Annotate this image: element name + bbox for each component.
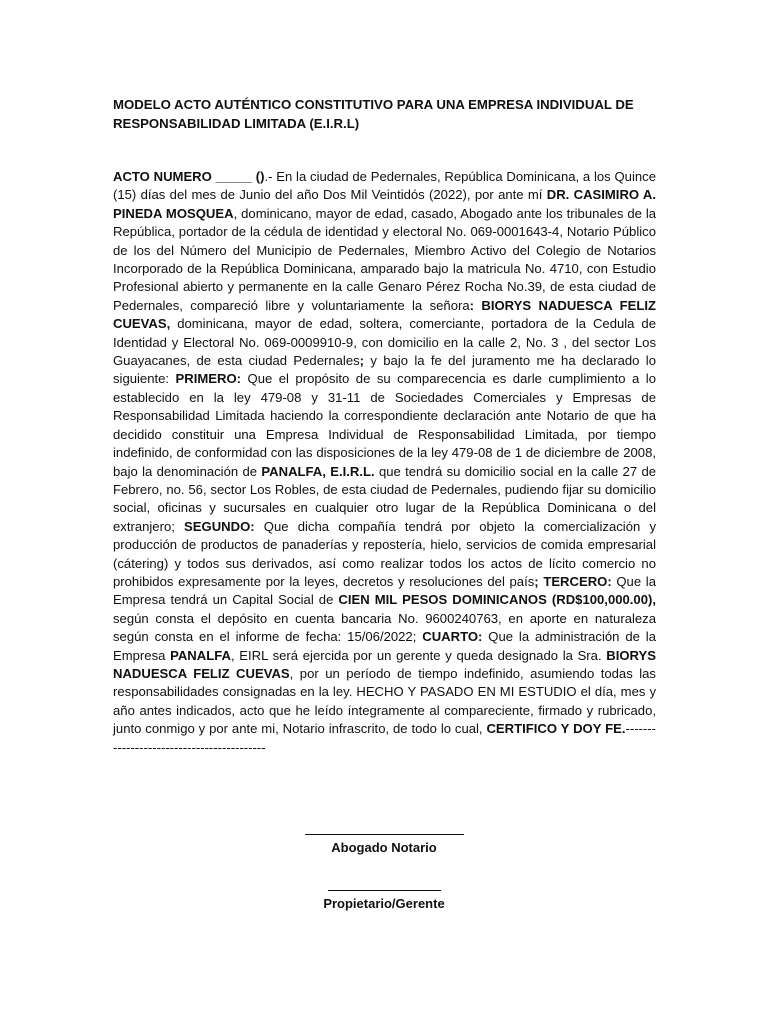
- notary-signature-line: [305, 834, 464, 835]
- body-text-segment: según consta el depósito en cuenta bancaria No. 9600240763, en aporte en naturaleza según consta en el informe de fecha: 15/06/2022;: [113, 610, 656, 645]
- body-text-bold-segment: CUARTO:: [422, 629, 483, 645]
- body-text-bold-segment: ; TERCERO:: [534, 573, 612, 589]
- owner-signature-label: Propietario/Gerente: [323, 896, 445, 911]
- body-text-bold-segment: ;: [359, 353, 365, 369]
- body-text-segment: , dominicano, mayor de edad, casado, Abogado ante los tribunales de la República, portador de la cédula de identidad y electoral No. 069-0001643-4, Notario Público de los del Número del Municipio de Pedernales, Miembro Activo del Colegio de Notarios Incorporado de la República Dominicana, amparado bajo la matricula No. 4710, con Estudio Profesional abierto y permanente en la calle Genaro Pérez Rocha No.39, de esta ciudad de Pedernales, compareció libre y voluntariamente la señora: [113, 205, 657, 313]
- body-text-bold-segment: CERTIFICO Y DOY FE.: [486, 721, 626, 737]
- body-text-bold-segment: SEGUNDO:: [184, 518, 255, 534]
- body-text-bold-segment: PANALFA: [170, 647, 231, 663]
- body-text-segment: dominicana, mayor de edad, soltera, comerciante, portadora de la Cedula de Identidad y Electoral No. 069-0009910-9, con domicilio en la calle 2, No. 3 , del sector Los Guayacanes, de esta ciudad Pedernales: [113, 316, 656, 369]
- body-text-bold-segment: CIEN MIL PESOS DOMINICANOS (RD$100,000.00),: [338, 592, 656, 608]
- body-text-segment: Que el propósito de su comparecencia es darle cumplimiento a lo establecido en la ley 479-08 y 31-11 de Sociedades Comerciales y Empresas de Responsabilidad Limitada haciendo la correspondiente declaración ante Notario de que ha decidido constituir una Empresa Individual de Responsabilidad Limitada, por tiempo indefinido, de conformidad con las disposiciones de la ley 479-08 de 1 de diciembre de 2008, bajo la denominación de: [113, 371, 656, 479]
- body-text-segment: y bajo la fe del juramento me ha declarado lo siguiente:: [113, 353, 656, 387]
- body-text-bold-segment: PRIMERO:: [175, 371, 242, 387]
- body-text-segment: ------------------------------------------: [113, 721, 656, 755]
- notary-signature-label: Abogado Notario: [331, 840, 437, 855]
- body-text-bold-segment: DR. CASIMIRO A. PINEDA MOSQUEA: [113, 187, 657, 221]
- document-title: MODELO ACTO AUTÉNTICO CONSTITUTIVO PARA UNA EMPRESA INDIVIDUAL DE RESPONSABILIDAD LIMITADA (E.I.R.L): [113, 97, 634, 131]
- body-text-bold-segment: : BIORYS NADUESCA FELIZ CUEVAS,: [113, 297, 656, 332]
- owner-signature-block: [0, 890, 768, 913]
- body-text-segment: .- En la ciudad de Pedernales, República Dominicana, a los Quince (15) días del mes de Junio del año Dos Mil Veintidós (2022), por ante mí: [113, 169, 656, 203]
- document-body: [113, 168, 656, 757]
- body-text-segment: Que la Empresa tendrá un Capital Social de: [113, 573, 656, 608]
- body-text-segment: Que la administración de la Empresa: [113, 629, 656, 663]
- body-text-segment: , EIRL será ejercida por un gerente y queda designado la Sra.: [230, 647, 607, 663]
- notary-signature-block: [0, 834, 768, 857]
- owner-signature-line: [328, 890, 441, 891]
- body-text-segment: Que dicha compañía tendrá por objeto la comercialización y producción de productos de panaderías y repostería, hielo, servicios de comida empresarial (cátering) y todos sus derivados, así como realizar todos los actos de lícito comercio no prohibidos expresamente por la leyes, decretos y resoluciones del país: [113, 518, 656, 589]
- body-text-bold-segment: PANALFA, E.I.R.L.: [261, 463, 375, 479]
- body-text-segment: que tendrá su domicilio social en la calle 27 de Febrero, no. 56, sector Los Robles, de esta ciudad de Pedernales, pudiendo fijar su domicilio social, oficinas y sucursales en cualquier otro lugar de la República Dominicana o del extranjero;: [113, 463, 657, 534]
- body-text-segment: , por un período de tiempo indefinido, asumiendo todas las responsabilidades consignadas en la ley. HECHO Y PASADO EN MI ESTUDIO el día, mes y año antes indicados, acto que he leído íntegramente al compareciente, firmado y rubricado, junto conmigo y por ante mi, Notario infrascrito, de todo lo cual,: [113, 665, 656, 737]
- body-text-bold-segment: ACTO NUMERO _____ (): [113, 169, 265, 184]
- body-text-bold-segment: BIORYS NADUESCA FELIZ CUEVAS: [113, 647, 656, 681]
